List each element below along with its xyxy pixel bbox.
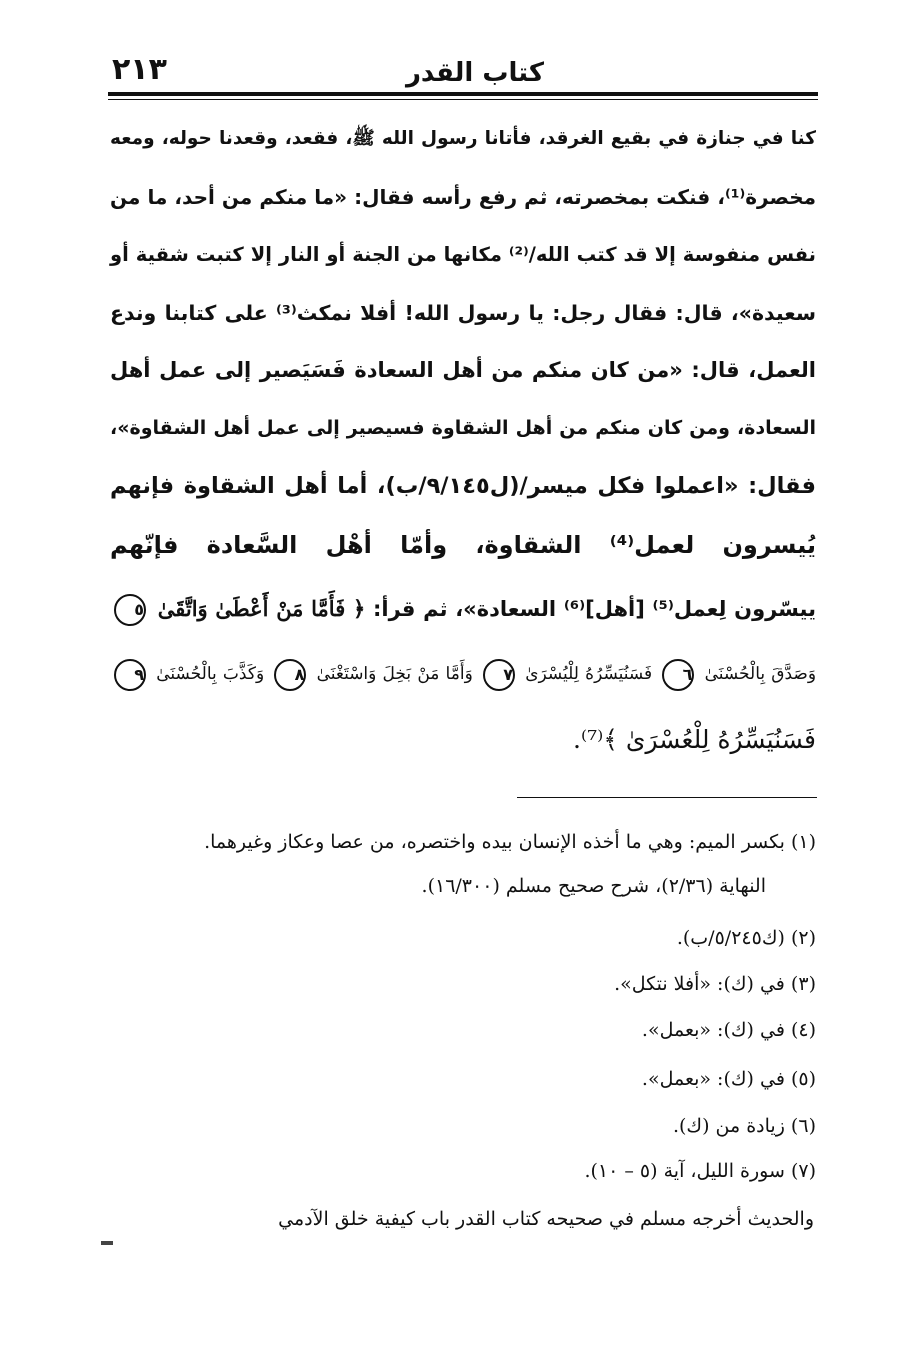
quran-verse-text: وَصَدَّقَ بِالْحُسْنَىٰ (704, 664, 817, 684)
header-rule (108, 92, 818, 96)
footnote-line: (٧) سورة الليل، آية (٥ – ١٠). (584, 1160, 816, 1182)
verse-number-marker: ٩ (114, 659, 146, 691)
body-text-line: كنا في جنازة في بقيع الغرقد، فأتانا رسول الله ﷺ، فقعد، وقعدنا حوله، ومعه (110, 128, 816, 149)
footnote-line: (١) بكسر الميم: وهي ما أخذه الإنسان بيده واختصره، من عصا وعكاز وغيرهما. (204, 831, 816, 853)
body-text-line: مخصرة⁽¹⁾، فنكت بمخصرته، ثم رفع رأسه فقال: «ما منكم من أحد، ما من (110, 185, 816, 209)
header-rule-thin (108, 99, 818, 100)
body-text-segment: ييسّرون لِعمل⁽⁵⁾ [أهل]⁽⁶⁾ السعادة»، ثم قرأ: ﴿ (352, 597, 817, 621)
quran-verse-text: فَسَنُيَسِّرُهُ لِلْيُسْرَىٰ (525, 664, 653, 684)
quran-verse-text: فَأَمَّا مَنْ أَعْطَىٰ وَاتَّقَىٰ (157, 596, 346, 621)
footnote-line: النهاية (٢/٣٦)، شرح صحيح مسلم (١٦/٣٠٠). (421, 875, 766, 897)
quran-verse-text: وَأَمَّا مَنْ بَخِلَ وَاسْتَغْنَىٰ (316, 664, 473, 684)
body-text-line: نفس منفوسة إلا قد كتب الله/⁽²⁾ مكانها من الجنة أو النار إلا كتبت شقية أو (110, 243, 817, 266)
body-text-line: العمل، قال: «من كان منكم من أهل السعادة فَسَيَصير إلى عمل أهل (110, 358, 816, 382)
body-text-line-with-verse (110, 594, 816, 624)
running-header-title: كتاب القدر (405, 58, 545, 88)
body-text-line: السعادة، ومن كان منكم من أهل الشقاوة فسيصير إلى عمل أهل الشقاوة»، (110, 417, 816, 439)
footnote-line: (٢) (ك٥/٢٤٥/ب). (676, 927, 816, 949)
footnote-separator (517, 797, 817, 798)
quran-verse-line (110, 658, 816, 690)
footnote-line: (٣) في (ك): «أفلا نتكل». (614, 973, 816, 995)
body-text-line: فقال: «اعملوا فكل ميسر/(ل٩/١٤٥/ب)، أما أهل الشقاوة فإنهم (110, 473, 816, 499)
verse-number-marker: ٨ (274, 659, 306, 691)
verse-number-marker: ٦ (662, 659, 694, 691)
scan-artifact (101, 1241, 113, 1245)
page-number: ٢١٣ (112, 52, 167, 87)
footnote-line: (٤) في (ك): «بعمل». (641, 1019, 816, 1041)
footnote-line: (٦) زيادة من (ك). (672, 1115, 816, 1137)
verse-number-marker: ٧ (483, 659, 515, 691)
quran-verse-line: فَسَنُيَسِّرُهُ لِلْعُسْرَىٰ ﴾⁽⁷⁾. (573, 725, 816, 754)
footnote-line: والحديث أخرجه مسلم في صحيحه كتاب القدر باب كيفية خلق الآدمي (278, 1208, 814, 1230)
quran-verse-text: وَكَذَّبَ بِالْحُسْنَىٰ (156, 664, 265, 684)
body-text-line: سعيدة»، قال: فقال رجل: يا رسول الله! أفلا نمكث⁽³⁾ على كتابنا وندع (110, 301, 816, 325)
verse-number-marker: ٥ (114, 594, 146, 626)
footnote-line: (٥) في (ك): «بعمل». (641, 1068, 816, 1090)
body-text-line: يُيسرون لعمل⁽⁴⁾ الشقاوة، وأمّا أهْل السَّعادة فإنّهم (110, 531, 817, 559)
